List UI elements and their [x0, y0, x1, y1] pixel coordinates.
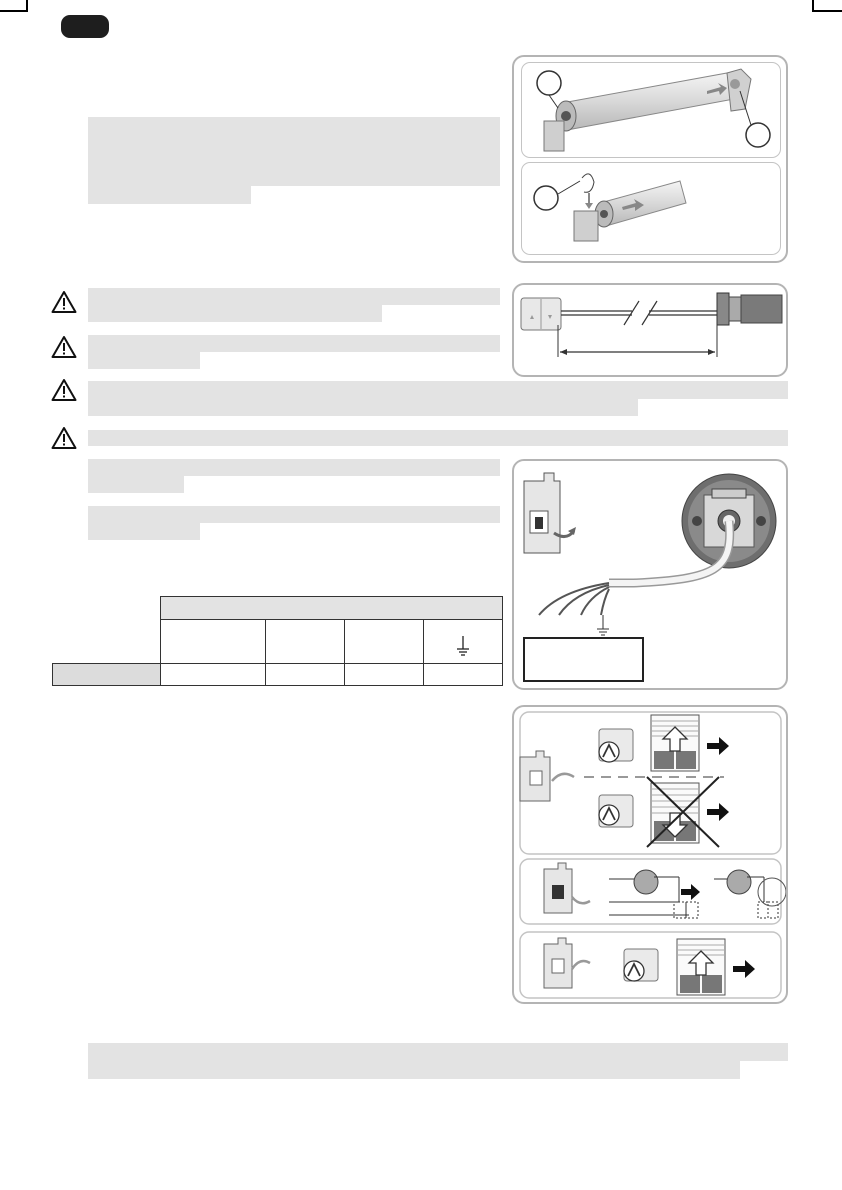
warning-triangle-icon	[51, 426, 77, 450]
callout-circle-right	[746, 123, 770, 147]
warning-triangle-icon	[51, 335, 77, 359]
figure-install-step-2	[521, 162, 781, 255]
arrow-right-icon	[707, 737, 729, 755]
wiring-table-col-earth	[424, 620, 503, 664]
switch-up-icon	[599, 729, 633, 762]
figure-install-step-1	[521, 62, 781, 158]
wiring-table	[52, 596, 503, 686]
text-block-bottom-tail	[88, 1061, 740, 1079]
figure-direction-check-panel	[512, 705, 788, 1004]
figure-cable-length-panel	[512, 283, 788, 377]
warning-text-1	[88, 288, 500, 305]
wiring-table-cell	[161, 664, 266, 686]
shutter-up-icon	[651, 715, 699, 771]
arrow-right-icon	[707, 803, 729, 821]
warning-text-3-tail	[88, 399, 638, 416]
callout-circle-top-left	[537, 71, 561, 95]
language-badge	[61, 15, 109, 38]
switch-down-icon	[599, 795, 633, 827]
motor-head	[717, 293, 729, 325]
wiring-caption-box	[523, 637, 644, 682]
wiring-diagram-before	[609, 870, 700, 918]
warning-triangle-icon	[51, 290, 77, 314]
text-block-bottom	[88, 1043, 788, 1061]
circuit-breaker-icon	[520, 751, 574, 801]
crop-mark-top-left	[0, 0, 28, 12]
text-block-wiring-2	[88, 506, 500, 523]
shutter-up-icon	[677, 939, 725, 995]
text-block-install-tail	[88, 186, 251, 204]
circuit-breaker-icon	[544, 938, 590, 988]
text-block-wiring-2-tail	[88, 523, 200, 540]
warning-text-2	[88, 335, 500, 352]
wiring-table-cell	[266, 664, 345, 686]
tube-motor-insert-illustration	[522, 63, 780, 157]
wiring-table-col-3	[345, 620, 424, 664]
wiring-table-col-2	[266, 620, 345, 664]
crop-mark-top-right	[812, 0, 842, 12]
warning-text-3	[88, 381, 788, 399]
arrow-right-icon	[733, 960, 755, 978]
warning-text-1-tail	[88, 305, 382, 322]
text-block-install	[88, 117, 500, 186]
wiring-table-cell	[424, 664, 503, 686]
earth-symbol-icon	[455, 634, 471, 658]
cable-length-illustration	[514, 285, 786, 375]
tube-motor-lock-illustration	[522, 163, 780, 254]
warning-text-4	[88, 430, 788, 446]
wiring-table-header	[161, 597, 503, 620]
figure-install-panel	[512, 55, 788, 263]
warning-triangle-icon	[51, 378, 77, 402]
wiring-table-cell	[345, 664, 424, 686]
wiring-table-row-label	[53, 664, 161, 686]
wiring-diagram-after	[714, 870, 786, 918]
warning-text-2-tail	[88, 352, 200, 369]
direction-check-illustration	[514, 707, 786, 1002]
text-block-wiring-1	[88, 459, 500, 476]
wiring-table-col-1	[161, 620, 266, 664]
switch-up-icon	[624, 949, 658, 981]
callout-circle-lower	[534, 186, 558, 210]
circuit-breaker-icon	[524, 473, 576, 553]
text-block-wiring-1-tail	[88, 476, 184, 493]
circuit-breaker-icon	[544, 863, 590, 913]
